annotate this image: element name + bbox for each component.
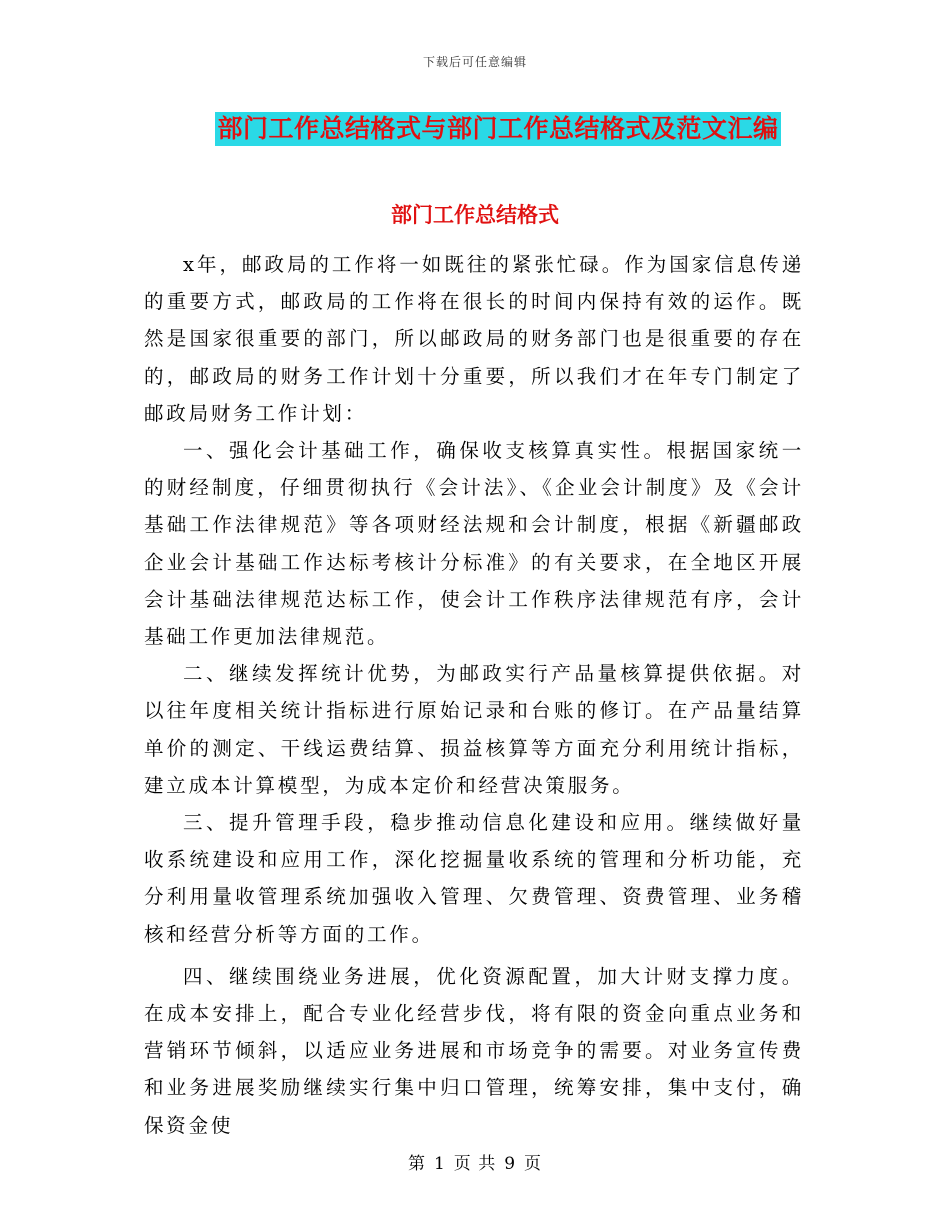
page-label-prefix: 第 <box>407 1154 426 1174</box>
main-title: 部门工作总结格式与部门工作总结格式及范文汇编 <box>215 112 780 146</box>
page-label-suffix: 页 <box>524 1154 543 1174</box>
paragraph-item-2: 二、继续发挥统计优势，为邮政实行产品量核算提供依据。对以往年度相关统计指标进行原始记录和台账的修订。在产品量结算单价的测定、干线运费结算、损益核算等方面充分利用统计指标，建立成本计算模型，为成本定价和经营决策服务。 <box>144 662 804 797</box>
paragraph-item-3: 三、提升管理手段，稳步推动信息化建设和应用。继续做好量收系统建设和应用工作，深化挖掘量收系统的管理和分析功能，充分利用量收管理系统加强收入管理、欠费管理、资费管理、业务稽核和经营分析等方面的工作。 <box>144 811 804 946</box>
page-number: 1 <box>433 1154 446 1174</box>
page-footer <box>0 1149 950 1174</box>
header-note: 下载后可任意编辑 <box>422 55 527 69</box>
document-body <box>144 246 804 1144</box>
paragraph-intro: x年，邮政局的工作将一如既往的紧张忙碌。作为国家信息传递的重要方式，邮政局的工作将在很长的时间内保持有效的运作。既然是国家很重要的部门，所以邮政局的财务部门也是很重要的存在的，邮政局的财务工作计划十分重要，所以我们才在年专门制定了邮政局财务工作计划： <box>144 253 804 425</box>
paragraph-item-1: 一、强化会计基础工作，确保收支核算真实性。根据国家统一的财经制度，仔细贯彻执行《会计法》、《企业会计制度》及《会计基础工作法律规范》等各项财经法规和会计制度，根据《新疆邮政企业会计基础工作达标考核计分标准》的有关要求，在全地区开展会计基础法律规范达标工作，使会计工作秩序法律规范有序，会计基础工作更加法律规范。 <box>144 439 804 649</box>
main-title-container <box>0 112 950 146</box>
section-title: 部门工作总结格式 <box>391 202 559 227</box>
paragraph-item-4: 四、继续围绕业务进展，优化资源配置，加大计财支撑力度。在成本安排上，配合专业化经营步伐，将有限的资金向重点业务和营销环节倾斜，以适应业务进展和市场竞争的需要。对业务宣传费和业务进展奖励继续实行集中归口管理，统筹安排，集中支付，确保资金使 <box>144 964 804 1137</box>
page-label-mid: 页 共 <box>453 1154 497 1174</box>
total-pages: 9 <box>504 1154 517 1174</box>
